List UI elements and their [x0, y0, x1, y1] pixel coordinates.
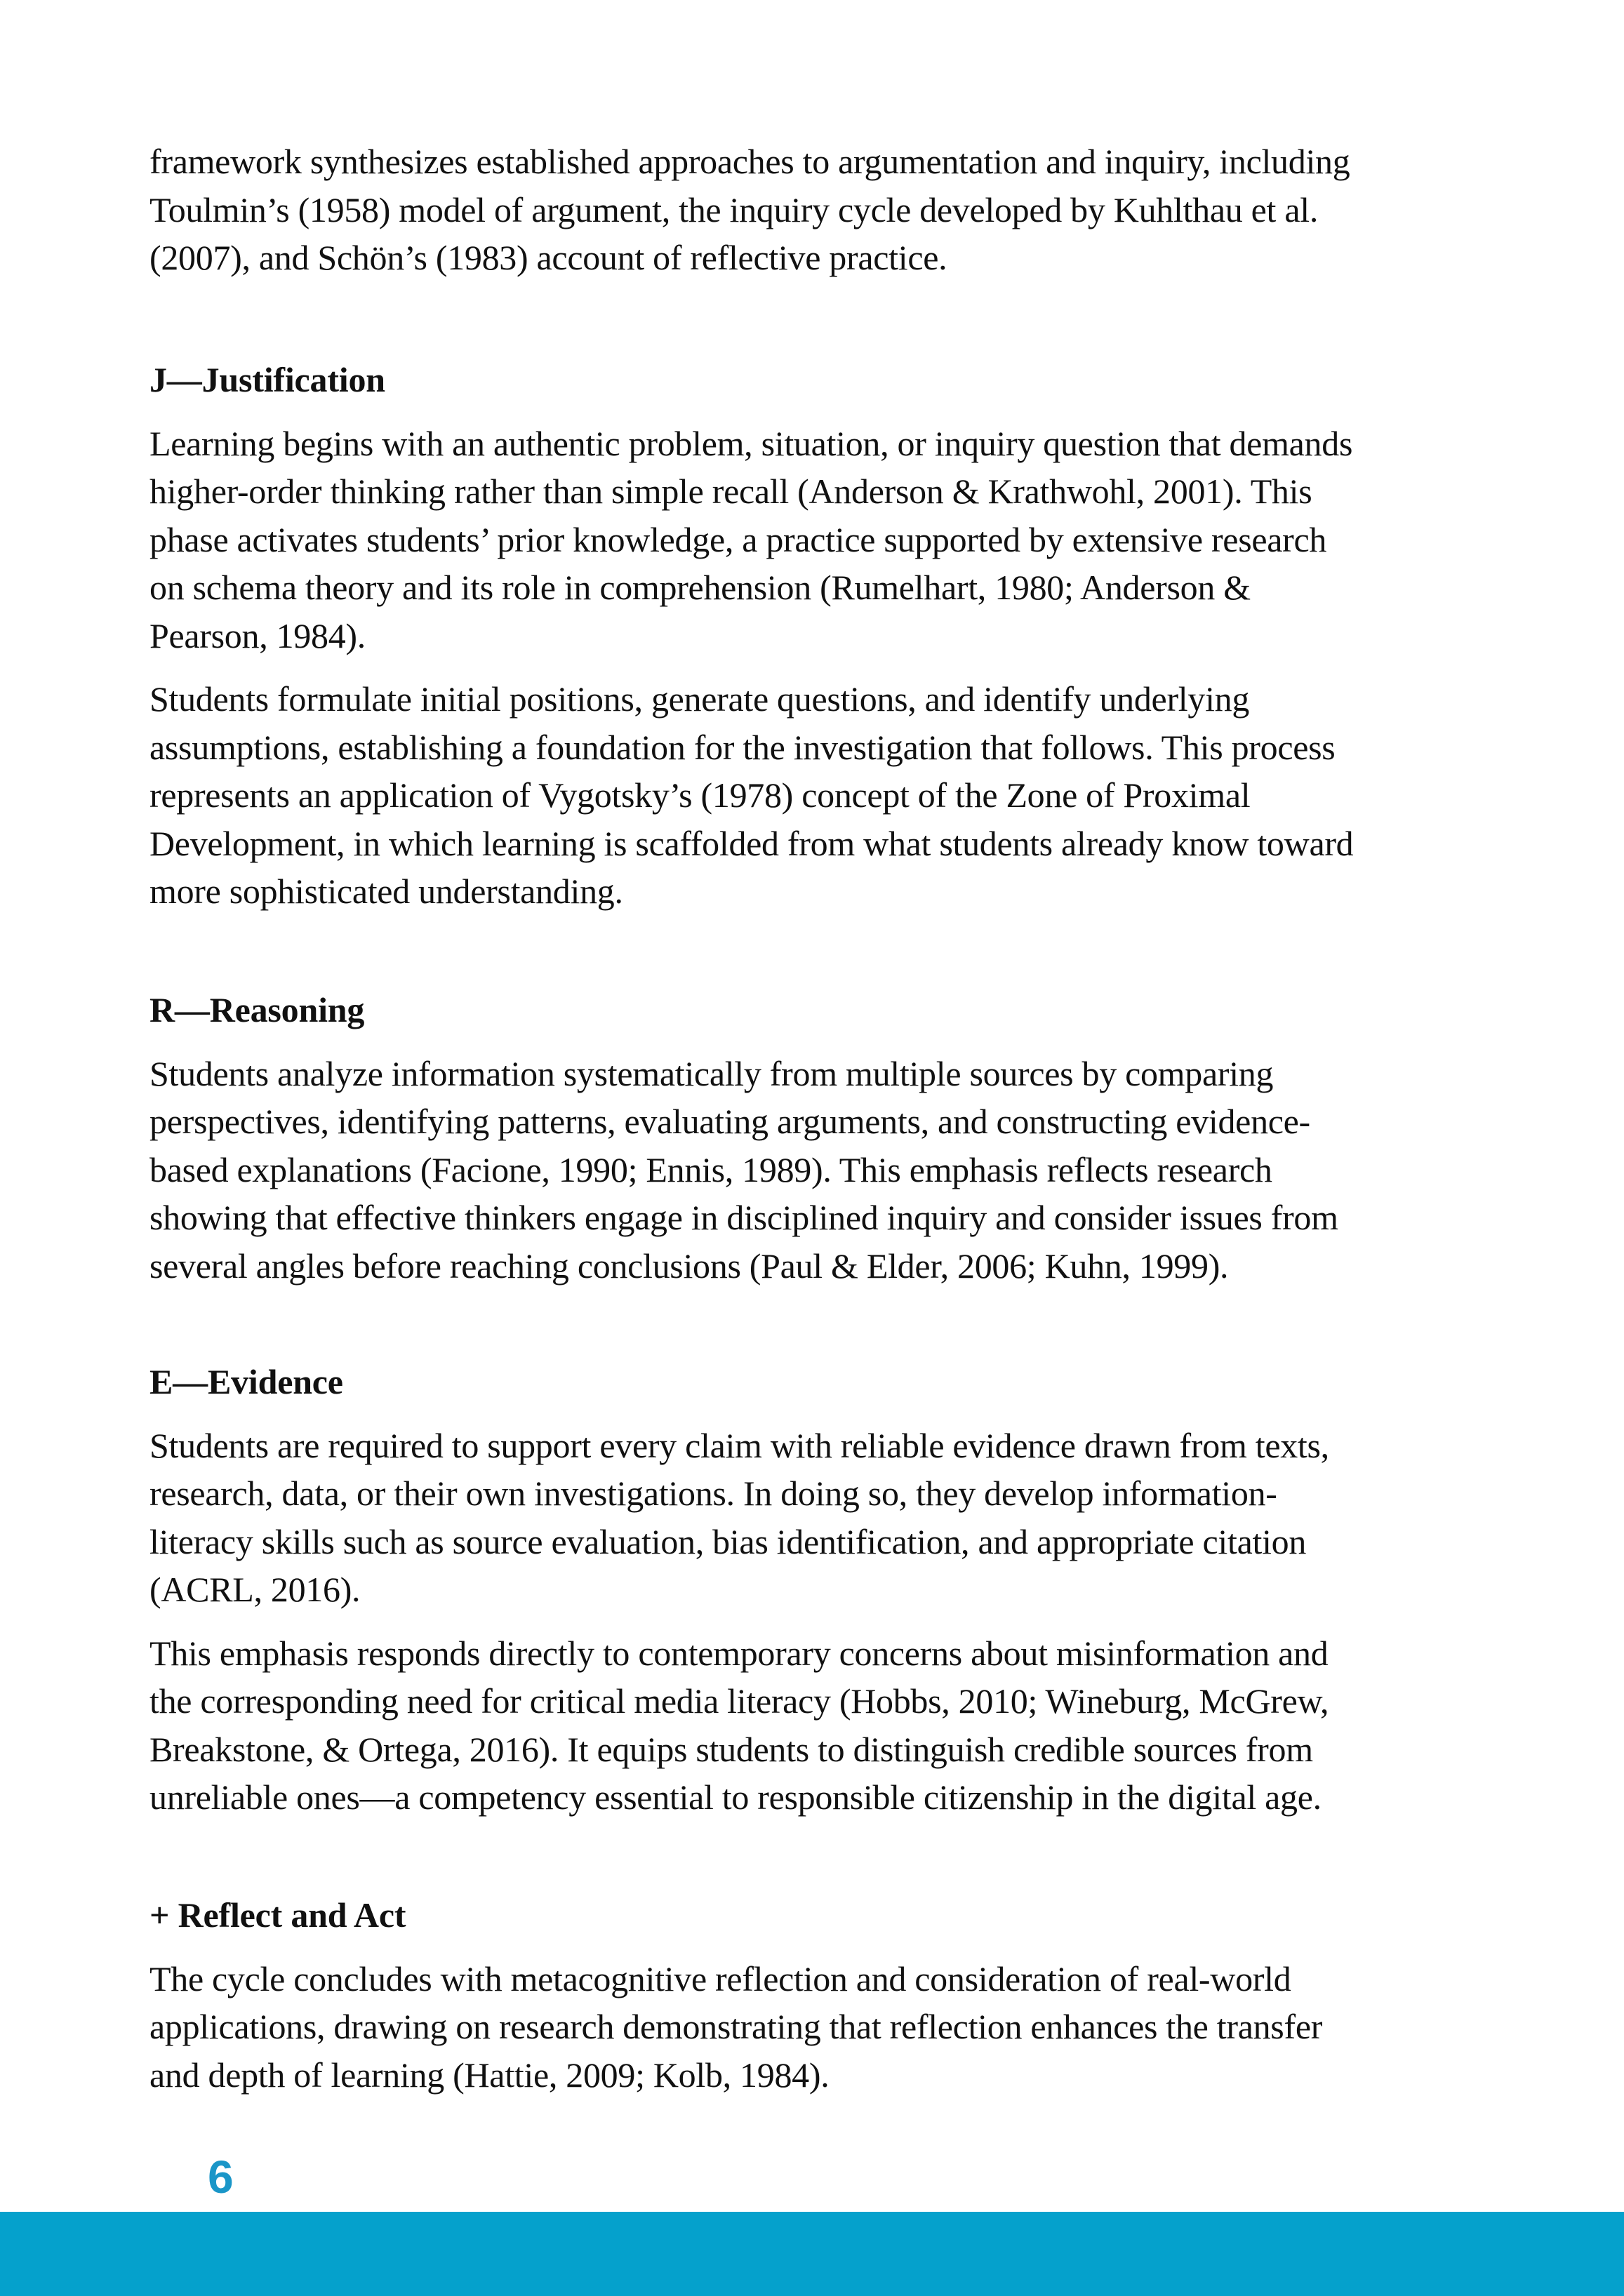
text-line: Development, in which learning is scaffolded from what students already know toward	[149, 823, 1354, 863]
body-paragraph	[149, 675, 1483, 916]
body-paragraph	[149, 1955, 1483, 2100]
text-line: framework synthesizes established approaches to argumentation and inquiry, including	[149, 142, 1350, 181]
text-line: Students formulate initial positions, generate questions, and identify underlying	[149, 679, 1250, 719]
text-line: higher-order thinking rather than simple recall (Anderson & Krathwohl, 2001). This	[149, 472, 1312, 511]
text-line: Students are required to support every claim with reliable evidence drawn from texts,	[149, 1425, 1329, 1465]
text-line: Toulmin’s (1958) model of argument, the inquiry cycle developed by Kuhlthau et al.	[149, 189, 1319, 229]
text-line: unreliable ones—a competency essential to responsible citizenship in the digital age.	[149, 1777, 1322, 1817]
text-line: based explanations (Facione, 1990; Ennis, 1989). This emphasis reflects research	[149, 1149, 1272, 1189]
text-line: literacy skills such as source evaluation, bias identification, and appropriate citation	[149, 1521, 1307, 1561]
text-line: (2007), and Schön’s (1983) account of reflective practice.	[149, 238, 947, 277]
section-heading: R—Reasoning	[149, 990, 365, 1029]
text-line: (ACRL, 2016).	[149, 1570, 361, 1609]
text-line: more sophisticated understanding.	[149, 872, 623, 911]
text-line: on schema theory and its role in comprehension (Rumelhart, 1980; Anderson &	[149, 568, 1251, 607]
intro-paragraph	[149, 138, 1483, 282]
section-reasoning	[149, 986, 1483, 1305]
text-line: represents an application of Vygotsky’s (1978) concept of the Zone of Proximal	[149, 775, 1251, 815]
text-line: Breakstone, & Ortega, 2016). It equips students to distinguish credible sources from	[149, 1729, 1313, 1769]
page-number: 6	[208, 2151, 234, 2203]
section-reflect-and-act	[149, 1891, 1483, 2114]
text-line: phase activates students’ prior knowledge, a practice supported by extensive research	[149, 519, 1327, 559]
text-line: perspectives, identifying patterns, evaluating arguments, and constructing evidence-	[149, 1102, 1310, 1141]
body-paragraph	[149, 1050, 1483, 1290]
text-line: research, data, or their own investigations. In doing so, they develop information-	[149, 1474, 1277, 1513]
text-line: several angles before reaching conclusions (Paul & Elder, 2006; Kuhn, 1999).	[149, 1246, 1229, 1286]
footer-bar	[0, 2212, 1624, 2296]
text-line: The cycle concludes with metacognitive reflection and consideration of real-world	[149, 1958, 1291, 1998]
text-line: showing that effective thinkers engage in disciplined inquiry and consider issues from	[149, 1198, 1338, 1237]
body-paragraph	[149, 1629, 1483, 1822]
text-line: applications, drawing on research demonstrating that reflection enhances the transfer	[149, 2007, 1323, 2046]
section-justification	[149, 356, 1483, 931]
text-line: Pearson, 1984).	[149, 615, 366, 655]
text-line: Students analyze information systematically from multiple sources by comparing	[149, 1053, 1274, 1093]
text-line: assumptions, establishing a foundation for the investigation that follows. This process	[149, 727, 1336, 767]
section-heading: E—Evidence	[149, 1362, 343, 1401]
body-paragraph	[149, 420, 1483, 660]
section-heading: J—Justification	[149, 360, 385, 399]
page-content	[149, 138, 1483, 2095]
text-line: and depth of learning (Hattie, 2009; Kolb, 1984).	[149, 2055, 830, 2095]
text-line: This emphasis responds directly to contemporary concerns about misinformation and	[149, 1633, 1329, 1673]
section-evidence	[149, 1358, 1483, 1837]
text-line: the corresponding need for critical media literacy (Hobbs, 2010; Wineburg, McGrew,	[149, 1681, 1329, 1721]
section-heading: + Reflect and Act	[149, 1895, 406, 1935]
text-line: Learning begins with an authentic problem, situation, or inquiry question that demands	[149, 423, 1353, 463]
body-paragraph	[149, 1422, 1483, 1614]
